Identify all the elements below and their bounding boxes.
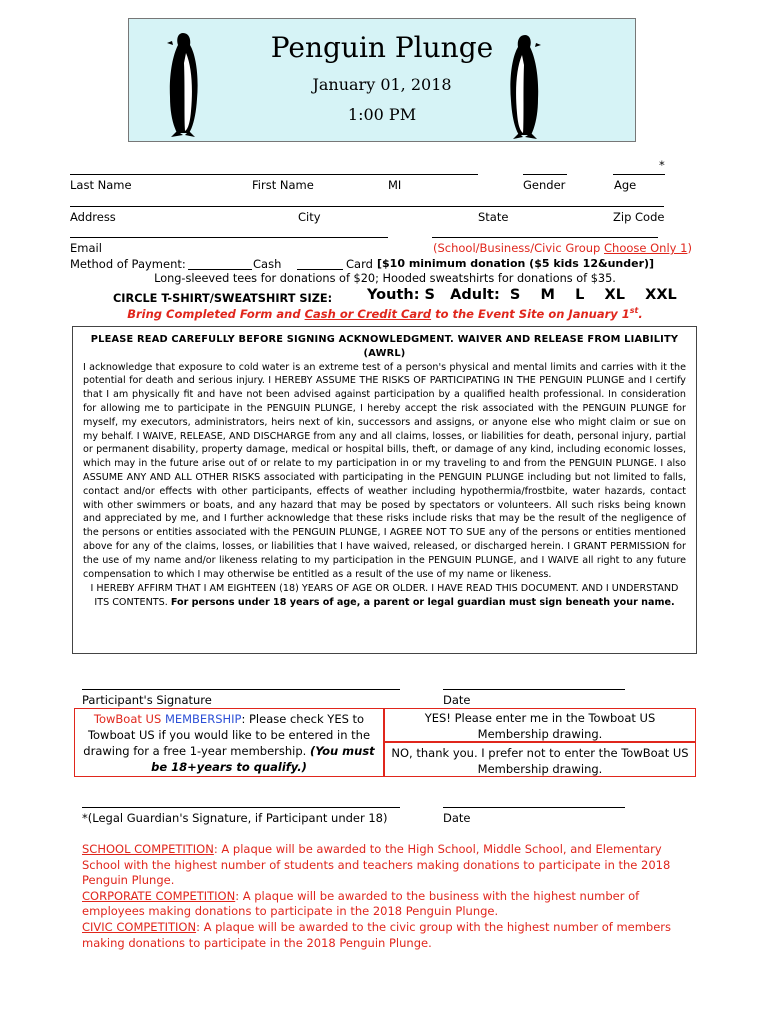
guardian-signature-line[interactable]	[82, 807, 400, 808]
guardian-signature-label: *(Legal Guardian's Signature, if Participant under 18)	[82, 811, 388, 825]
size-options[interactable]: Youth: S Adult: S M L XL XXL	[367, 287, 677, 303]
corporate-competition	[82, 889, 682, 920]
signature-date-line[interactable]	[443, 689, 625, 690]
tees-note: Long-sleeved tees for donations of $20; Hooded sweatshirts for donations of $35.	[154, 272, 616, 285]
email-label: Email	[70, 241, 102, 255]
size-label: CIRCLE T-SHIRT/SWEATSHIRT SIZE:	[113, 292, 333, 305]
school-competition-text: : A plaque will be awarded to the High School, Middle School, and Elementary School with the highest number of students and teachers making donations to participate in the 2018 Penguin Plunge.	[82, 842, 671, 888]
guardian-date-label: Date	[443, 811, 471, 825]
city-label: City	[298, 210, 321, 224]
membership-no-option[interactable]: NO, thank you. I prefer not to enter the TowBoat US Membership drawing.	[384, 742, 696, 777]
bring-cash-card: Cash or Credit Card	[304, 306, 432, 321]
waiver-minor-note: For persons under 18 years of age, a parent or legal guardian must sign beneath your name.	[170, 597, 675, 609]
event-title: Penguin Plunge	[270, 31, 494, 64]
zip-label: Zip Code	[613, 210, 665, 224]
waiver-affirm-text: I HEREBY AFFIRM THAT I AM EIGHTEEN (18) YEARS OF AGE OR OLDER. I HAVE READ THIS DOCUMENT. AND I UNDERSTAND ITS CONTENTS.	[90, 583, 679, 609]
school-competition-title: SCHOOL COMPETITION	[82, 842, 214, 856]
group-note	[433, 241, 692, 255]
gender-line[interactable]	[523, 174, 567, 175]
membership-info-box	[74, 708, 384, 777]
age-required-asterisk: *	[659, 158, 665, 172]
membership-text: : Please check YES to Towboat US if you would like to be entered in the drawing for a free 1-year membership.	[83, 712, 371, 758]
membership-name-2: MEMBERSHIP	[164, 712, 242, 726]
event-time: 1:00 PM	[347, 105, 417, 124]
school-competition	[82, 842, 682, 889]
bring-sup: st	[629, 306, 639, 315]
event-header	[128, 18, 636, 142]
membership-age-note: (You must be 18+years to qualify.)	[151, 744, 375, 774]
group-line[interactable]	[432, 237, 658, 238]
address-line[interactable]	[70, 206, 664, 207]
mi-label: MI	[388, 178, 402, 192]
payment-label: Method of Payment:	[70, 257, 186, 271]
name-line[interactable]	[70, 174, 478, 175]
civic-competition	[82, 920, 682, 951]
cash-line[interactable]	[188, 269, 252, 270]
group-note-choose: Choose Only 1	[604, 241, 688, 255]
corporate-competition-text: : A plaque will be awarded to the business with the highest number of employees making donations to participate in the 2018 Penguin Plunge.	[82, 888, 640, 919]
group-note-prefix: (School/Business/Civic Group	[433, 241, 604, 255]
civic-competition-text: : A plaque will be awarded to the civic group with the highest number of members making donations to participate in the 2018 Penguin Plunge.	[82, 919, 672, 950]
waiver-affirm	[83, 582, 686, 610]
waiver-heading: PLEASE READ CAREFULLY BEFORE SIGNING ACKNOWLEDGMENT. WAIVER AND RELEASE FROM LIABILITY (AWRL)	[90, 334, 679, 359]
bring-note	[60, 306, 710, 321]
age-line[interactable]	[613, 174, 665, 175]
waiver-box	[72, 326, 697, 654]
first-name-label: First Name	[252, 178, 314, 192]
event-date: January 01, 2018	[312, 75, 452, 94]
card-line[interactable]	[297, 269, 343, 270]
bring-suffix: to the Event Site on January 1	[431, 306, 630, 321]
bring-prefix: Bring Completed Form and	[127, 306, 305, 321]
guardian-date-line[interactable]	[443, 807, 625, 808]
card-label: Card	[346, 257, 373, 271]
state-label: State	[478, 210, 509, 224]
age-label: Age	[614, 178, 637, 192]
address-label: Address	[70, 210, 116, 224]
cash-label: Cash	[253, 257, 282, 271]
membership-name-1: TowBoat US	[93, 712, 165, 726]
gender-label: Gender	[523, 178, 566, 192]
participant-signature-label: Participant's Signature	[82, 693, 212, 707]
waiver-body: I acknowledge that exposure to cold water is an extreme test of a person's physical and mental limits and carries with it the potential for death and serious injury. I HEREBY ASSUME THE RISKS OF PARTICIPATING IN THE PENGUIN PLUNGE and I certify that I am physically fit and have not been advised against participation by a qualified health professional. In consideration for allowing me to participate in the PENGUIN PLUNGE, I hereby accept the risk associated with the PENGUIN PLUNGE for myself, my executors, administrators, heirs next of kin, successors and assigns, or anyone else who might claim or sue on my behalf. I WAIVE, RELEASE, AND DISCHARGE from any and all claims, losses, or liabilities for death, personal injury, partial or permanent disability, property damage, medical or hospital bills, theft, or damage of any kind, including economic losses, which may in the future arise out of or relate to my participation in or my traveling to and from the PENGUIN PLUNGE. I also ASSUME ANY AND ALL OTHER RISKS associated with participating in the PENGUIN PLUNGE including but not limited to falls, contact and/or effects with other participants, effects of weather including hypothermia/frostbite, water hazards, contact with other swimmers or boats, and any hazard that may be posed by spectators or volunteers. All such risks being known and appreciated by me, and I further acknowledge that these risks include risks that may be the result of the negligence of the persons or entities associated with the PENGUIN PLUNGE, I AGREE NOT TO SUE any of the persons or entities mentioned above for any of the claims, losses, or liabilities that I have waived, released, or discharged herein. I GRANT PERMISSION for the use of my name and/or likeness relating to my participation in the PENGUIN PLUNGE, and I WAIVE all right to any future compensation to which I may otherwise be entitled as a result of the use of my name or likeness.	[83, 361, 686, 580]
bring-end: .	[638, 306, 643, 321]
last-name-label: Last Name	[70, 178, 132, 192]
membership-yes-option[interactable]: YES! Please enter me in the Towboat US Membership drawing.	[384, 708, 696, 742]
civic-competition-title: CIVIC COMPETITION	[82, 919, 197, 934]
participant-signature-line[interactable]	[82, 689, 400, 690]
competitions	[82, 842, 682, 951]
email-line[interactable]	[70, 237, 388, 238]
corporate-competition-title: CORPORATE COMPETITION	[82, 888, 236, 903]
group-note-suffix: )	[687, 241, 692, 255]
card-minimum-note: [$10 minimum donation ($5 kids 12&under)]	[377, 257, 655, 270]
signature-date-label: Date	[443, 693, 471, 707]
